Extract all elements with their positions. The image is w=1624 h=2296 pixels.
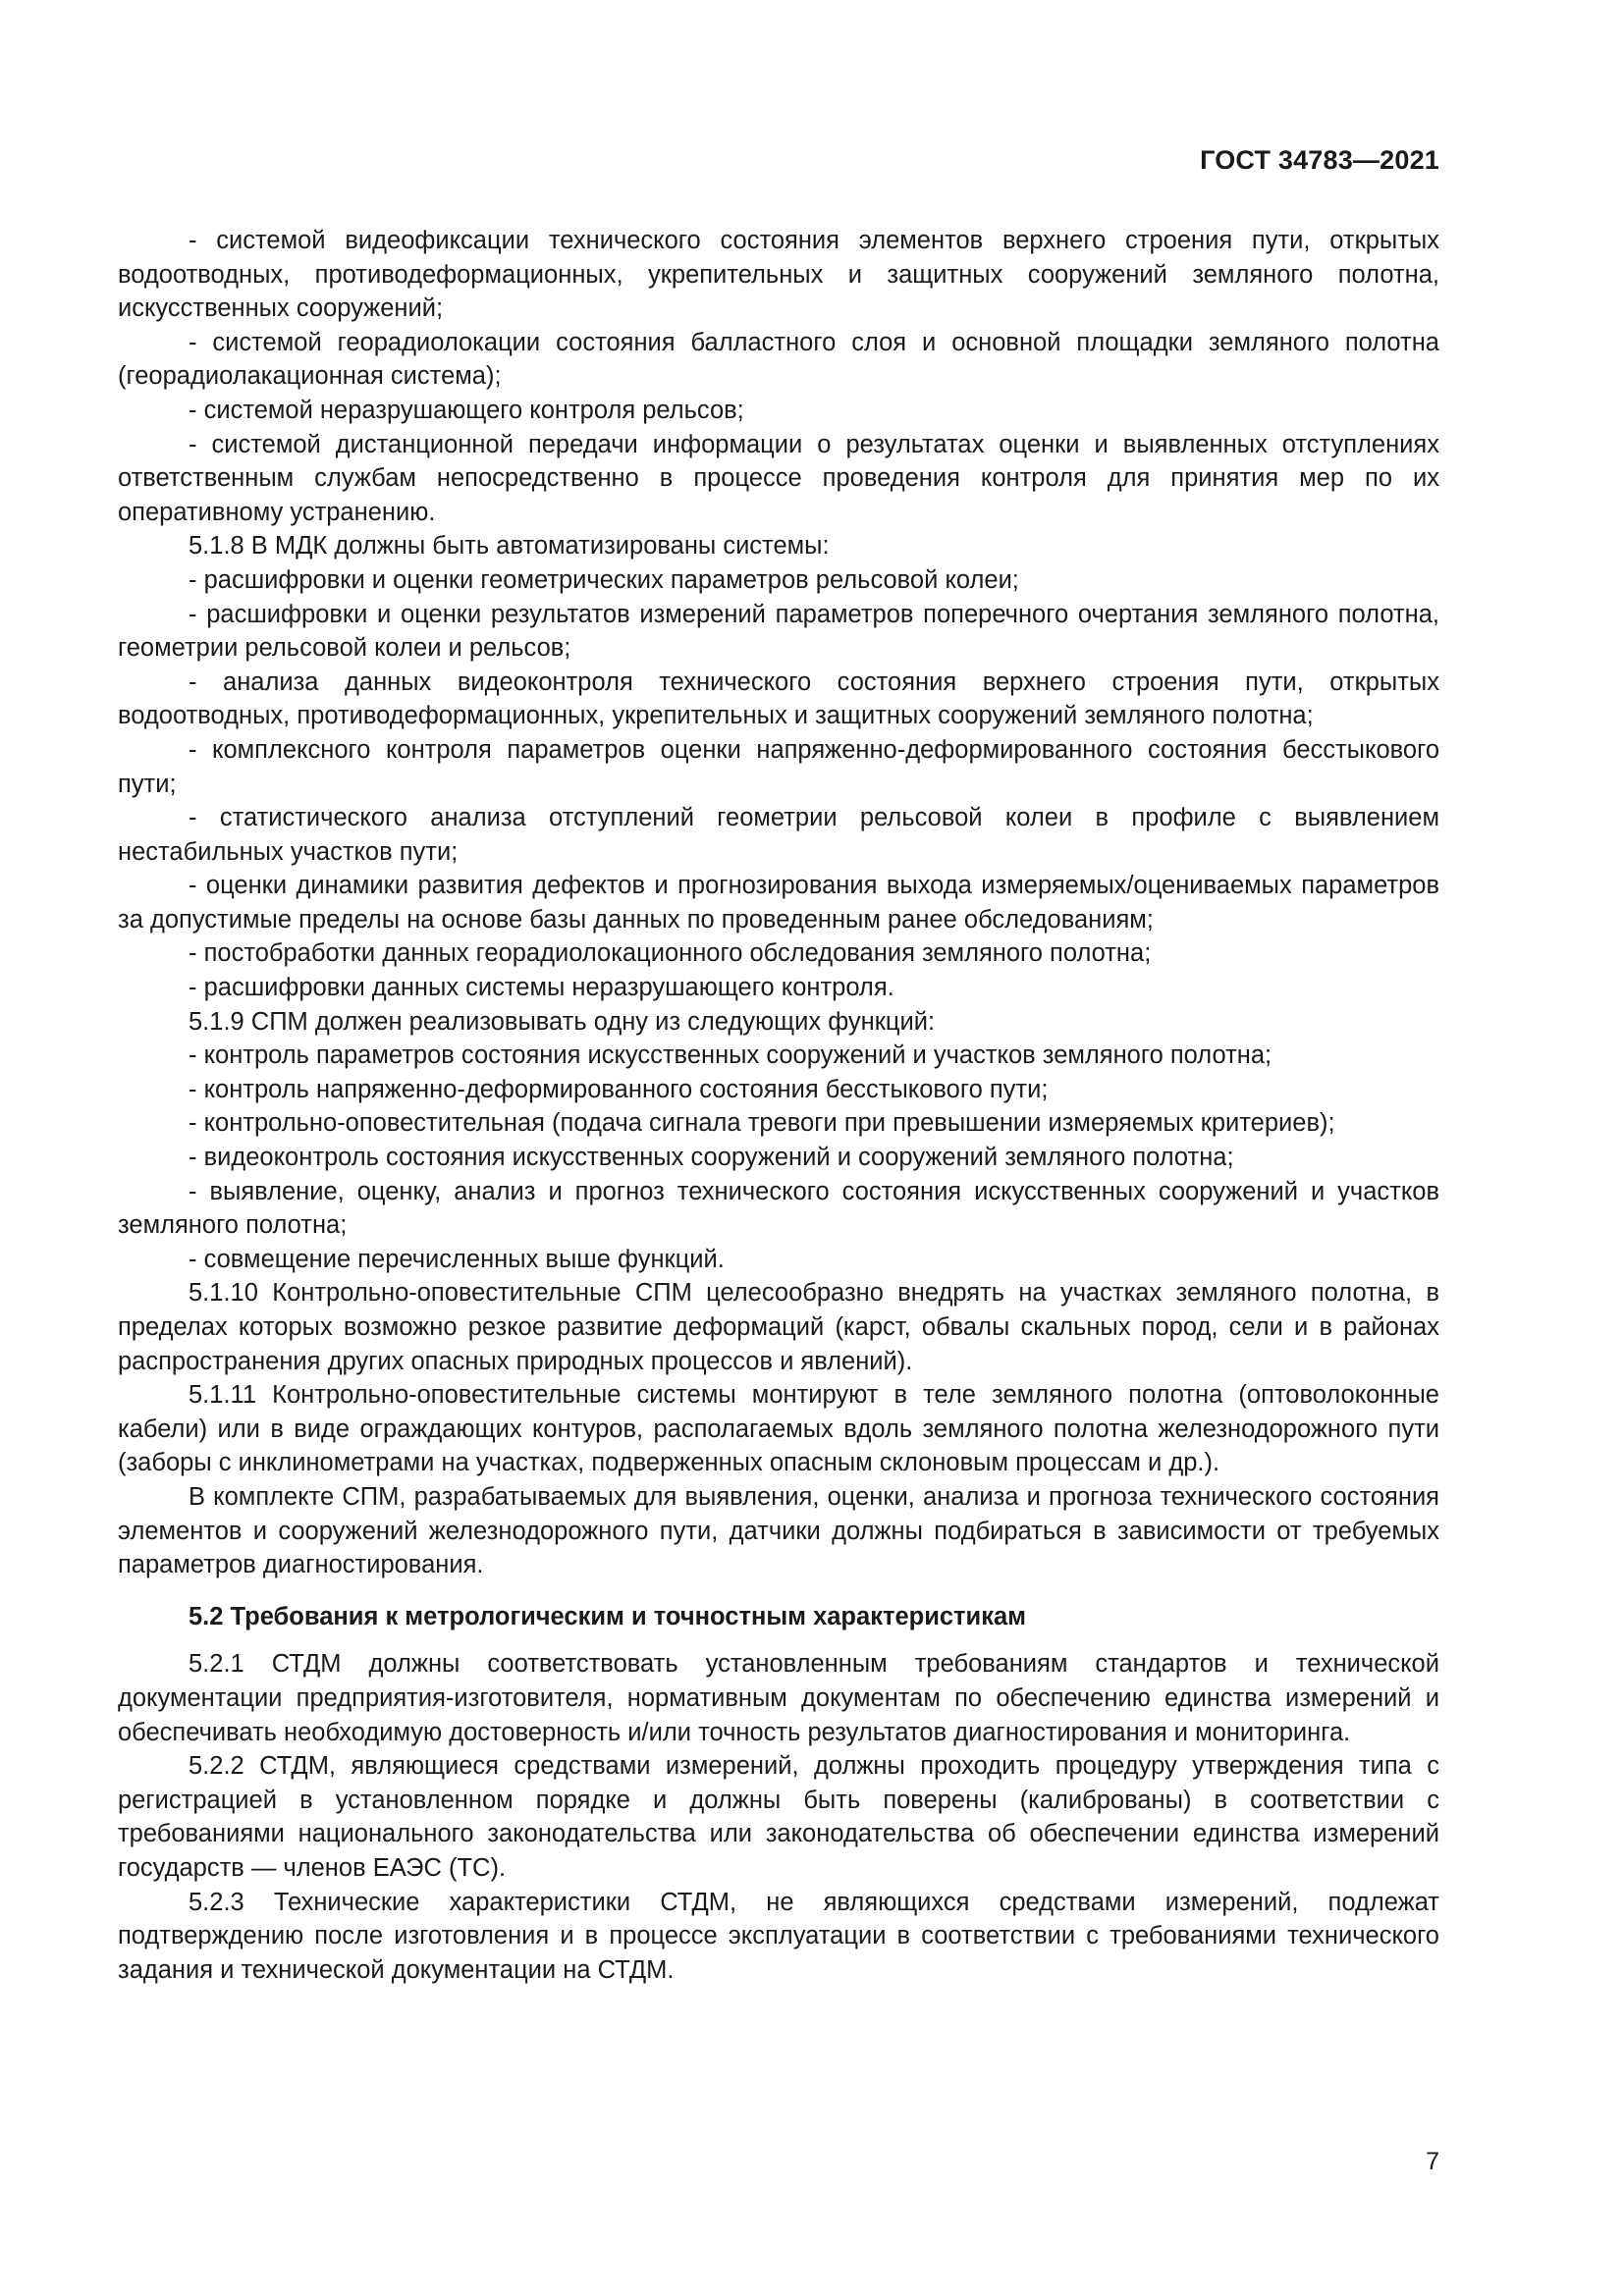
paragraph: - системой георадиолокации состояния балластного слоя и основной площадки земляного полотна (георадиолакационная система); [118,328,1439,391]
paragraph: 5.2.1 СТДМ должны соответствовать установленным требованиям стандартов и технической документации предприятия-изготовителя, нормативным документам по обеспечению единства измерений и обеспечивать необходимую достоверность и/или точность результатов диагностирования и мониторинга. [118,1650,1439,1746]
page-number: 7 [1426,2148,1439,2175]
paragraph: - контрольно-оповестительная (подача сигнала тревоги при превышении измеряемых критериев); [189,1109,1335,1138]
document-code-header: ГОСТ 34783—2021 [1200,145,1439,175]
paragraph: 5.1.11 Контрольно-оповестительные системы монтируют в теле земляного полотна (оптоволоконные кабели) или в виде ограждающих контуров, располагаемых вдоль земляного полотна железнодорожного пути (заборы с инклинометрами на участках, подверженных опасным склоновым процессам и др.). [118,1381,1439,1477]
paragraph: 5.1.9 СПМ должен реализовывать одну из следующих функций: [189,1007,936,1036]
paragraph: - постобработки данных георадиолокационного обследования земляного полотна; [189,939,1152,968]
paragraph: - статистического анализа отступлений геометрии рельсовой колеи в профиле с выявлением нестабильных участков пути; [118,804,1439,866]
paragraph: 5.1.10 Контрольно-оповестительные СПМ целесообразно внедрять на участках земляного полотна, в пределах которых возможно резкое развитие деформаций (карст, обвалы скальных пород, сели и в районах распространения других опасных природных процессов и явлений). [118,1279,1439,1375]
paragraph: - анализа данных видеоконтроля технического состояния верхнего строения пути, открытых водоотводных, противодеформационных, укрепительных и защитных сооружений земляного полотна; [118,667,1439,730]
document-body [118,224,1439,1987]
paragraph: - системой дистанционной передачи информации о результатах оценки и выявленных отступлениях ответственным службам непосредственно в процессе проведения контроля для принятия мер по их оперативному устранению. [118,430,1439,526]
paragraph: - контроль параметров состояния искусственных сооружений и участков земляного полотна; [189,1041,1272,1070]
paragraph: - расшифровки данных системы неразрушающего контроля. [189,974,894,1002]
paragraph: 5.2.2 СТДМ, являющиеся средствами измерений, должны проходить процедуру утверждения типа с регистрацией в установленном порядке и должны быть поверены (калиброваны) в соответствии с требованиями национального законодательства или законодательства об обеспечении единства измерений государств — членов ЕАЭС (ТС). [118,1752,1439,1882]
paragraph: - системой неразрушающего контроля рельсов; [189,396,744,424]
paragraph: - видеоконтроль состояния искусственных сооружений и сооружений земляного полотна; [189,1144,1234,1172]
section-heading: 5.2 Требования к метрологическим и точностным характеристикам [189,1602,1027,1630]
paragraph: В комплекте СПМ, разрабатываемых для выявления, оценки, анализа и прогноза технического состояния элементов и сооружений железнодорожного пути, датчики должны подбираться в зависимости от требуемых параметров диагностирования. [118,1482,1439,1579]
paragraph: - совмещение перечисленных выше функций. [189,1245,725,1273]
paragraph: 5.1.8 В МДК должны быть автоматизированы системы: [189,532,830,561]
paragraph: - контроль напряженно-деформированного состояния бесстыкового пути; [189,1075,1049,1103]
paragraph: - комплексного контроля параметров оценки напряженно-деформированного состояния бесстыкового пути; [118,735,1439,798]
paragraph: - расшифровки и оценки результатов измерений параметров поперечного очертания земляного полотна, геометрии рельсовой колеи и рельсов; [118,600,1439,663]
paragraph: - оценки динамики развития дефектов и прогнозирования выхода измеряемых/оцениваемых параметров за допустимые пределы на основе базы данных по проведенным ранее обследованиям; [118,872,1439,934]
paragraph: - расшифровки и оценки геометрических параметров рельсовой колеи; [189,565,1019,594]
paragraph: - системой видеофиксации технического состояния элементов верхнего строения пути, открытых водоотводных, противодеформационных, укрепительных и защитных сооружений земляного полотна, искусственных сооружений; [118,227,1439,323]
paragraph: 5.2.3 Технические характеристики СТДМ, не являющихся средствами измерений, подлежат подтверждению после изготовления и в процессе эксплуатации в соответствии с требованиями технического задания и технической документации на СТДМ. [118,1888,1439,1984]
paragraph: - выявление, оценку, анализ и прогноз технического состояния искусственных сооружений и участков земляного полотна; [118,1177,1439,1240]
